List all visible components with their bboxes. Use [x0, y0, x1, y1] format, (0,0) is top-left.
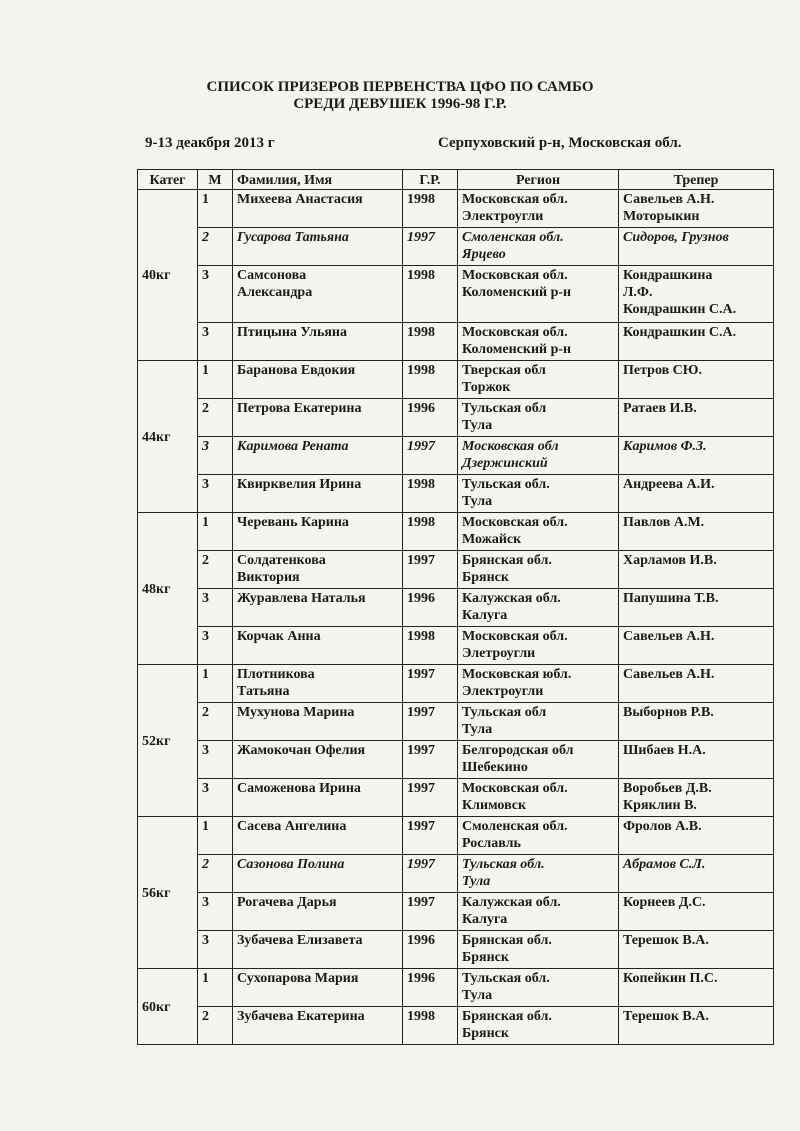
athlete-name: Зубачева Елизавета [233, 931, 403, 969]
table-row [138, 741, 774, 779]
birth-year: 1996 [403, 399, 458, 437]
document-title [0, 79, 800, 113]
table-row [138, 475, 774, 513]
athlete-name: Мухунова Марина [233, 703, 403, 741]
table-row [138, 190, 774, 228]
place-cell: 2 [198, 1007, 233, 1045]
birth-year: 1998 [403, 475, 458, 513]
table-row [138, 589, 774, 627]
athlete-name: Сухопарова Мария [233, 969, 403, 1007]
table-row [138, 266, 774, 323]
place-cell: 3 [198, 266, 233, 323]
coach-cell: Терешок В.А. [619, 931, 774, 969]
place-cell: 3 [198, 741, 233, 779]
athlete-name: Сасева Ангелина [233, 817, 403, 855]
table-row [138, 969, 774, 1007]
region-cell: Московская юбл. Электроугли [458, 665, 619, 703]
birth-year: 1998 [403, 361, 458, 399]
place-cell: 3 [198, 437, 233, 475]
region-cell: Брянская обл. Брянск [458, 1007, 619, 1045]
region-cell: Тульская обл Тула [458, 703, 619, 741]
birth-year: 1997 [403, 703, 458, 741]
place-cell: 3 [198, 931, 233, 969]
athlete-name: Квирквелия Ирина [233, 475, 403, 513]
region-cell: Белгородская обл Шебекино [458, 741, 619, 779]
table-row [138, 703, 774, 741]
birth-year: 1998 [403, 1007, 458, 1045]
table-row [138, 665, 774, 703]
coach-cell: Савельев А.Н. Моторыкин [619, 190, 774, 228]
athlete-name: Рогачева Дарья [233, 893, 403, 931]
table-row [138, 855, 774, 893]
athlete-name: Сазонова Полина [233, 855, 403, 893]
table-row [138, 1007, 774, 1045]
birth-year: 1996 [403, 931, 458, 969]
place-cell: 1 [198, 190, 233, 228]
region-cell: Калужская обл. Калуга [458, 893, 619, 931]
region-cell: Тверская обл Торжок [458, 361, 619, 399]
place-cell: 3 [198, 323, 233, 361]
column-header-coach: Трепер [619, 170, 774, 190]
birth-year: 1997 [403, 665, 458, 703]
region-cell: Брянская обл. Брянск [458, 931, 619, 969]
athlete-name: Черевань Карина [233, 513, 403, 551]
place-cell: 3 [198, 893, 233, 931]
athlete-name: Корчак Анна [233, 627, 403, 665]
column-header-category: Катег [138, 170, 198, 190]
results-body [138, 190, 774, 1045]
athlete-name: Зубачева Екатерина [233, 1007, 403, 1045]
title-line-2: СРЕДИ ДЕВУШЕК 1996-98 Г.Р. [293, 96, 507, 112]
birth-year: 1997 [403, 228, 458, 266]
weight-category: 60кг [138, 969, 198, 1045]
place-cell: 2 [198, 399, 233, 437]
athlete-name: Каримова Рената [233, 437, 403, 475]
region-cell: Смоленская обл. Рославль [458, 817, 619, 855]
table-row [138, 361, 774, 399]
region-cell: Московская обл. Можайск [458, 513, 619, 551]
region-cell: Московская обл. Коломенский р-н [458, 323, 619, 361]
place-cell: 3 [198, 475, 233, 513]
region-cell: Брянская обл. Брянск [458, 551, 619, 589]
place-cell: 1 [198, 665, 233, 703]
table-row [138, 399, 774, 437]
event-date: 9-13 деакбря 2013 г [145, 135, 275, 151]
title-line-1: СПИСОК ПРИЗЕРОВ ПЕРВЕНСТВА ЦФО ПО САМБО [206, 79, 594, 95]
coach-cell: Шибаев Н.А. [619, 741, 774, 779]
birth-year: 1997 [403, 855, 458, 893]
birth-year: 1998 [403, 266, 458, 323]
table-row [138, 817, 774, 855]
coach-cell: Копейкин П.С. [619, 969, 774, 1007]
table-row [138, 228, 774, 266]
weight-category: 56кг [138, 817, 198, 969]
birth-year: 1998 [403, 190, 458, 228]
column-header-place: М [198, 170, 233, 190]
table-row [138, 513, 774, 551]
coach-cell: Петров СЮ. [619, 361, 774, 399]
region-cell: Московская обл. Электроугли [458, 190, 619, 228]
table-row [138, 779, 774, 817]
region-cell: Тульская обл. Тула [458, 475, 619, 513]
coach-cell: Папушина Т.В. [619, 589, 774, 627]
table-row [138, 323, 774, 361]
birth-year: 1998 [403, 627, 458, 665]
athlete-name: Жамокочан Офелия [233, 741, 403, 779]
birth-year: 1996 [403, 969, 458, 1007]
region-cell: Московская обл. Климовск [458, 779, 619, 817]
place-cell: 3 [198, 627, 233, 665]
region-cell: Московская обл Дзержинский [458, 437, 619, 475]
athlete-name: Петрова Екатерина [233, 399, 403, 437]
coach-cell: Воробьев Д.В. Кряклин В. [619, 779, 774, 817]
coach-cell: Кондрашкина Л.Ф. Кондрашкин С.А. [619, 266, 774, 323]
birth-year: 1998 [403, 513, 458, 551]
birth-year: 1998 [403, 323, 458, 361]
place-cell: 3 [198, 779, 233, 817]
athlete-name: Птицына Ульяна [233, 323, 403, 361]
birth-year: 1997 [403, 817, 458, 855]
coach-cell: Павлов А.М. [619, 513, 774, 551]
place-cell: 2 [198, 551, 233, 589]
birth-year: 1996 [403, 589, 458, 627]
weight-category: 52кг [138, 665, 198, 817]
birth-year: 1997 [403, 893, 458, 931]
birth-year: 1997 [403, 551, 458, 589]
athlete-name: Гусарова Татьяна [233, 228, 403, 266]
event-place: Серпуховский р-н, Московская обл. [438, 135, 682, 151]
region-cell: Калужская обл. Калуга [458, 589, 619, 627]
birth-year: 1997 [403, 779, 458, 817]
column-header-year: Г.Р. [403, 170, 458, 190]
coach-cell: Каримов Ф.З. [619, 437, 774, 475]
table-row [138, 551, 774, 589]
coach-cell: Ратаев И.В. [619, 399, 774, 437]
weight-category: 40кг [138, 190, 198, 361]
place-cell: 1 [198, 361, 233, 399]
table-row [138, 931, 774, 969]
place-cell: 3 [198, 589, 233, 627]
birth-year: 1997 [403, 741, 458, 779]
column-header-region: Регион [458, 170, 619, 190]
coach-cell: Савельев А.Н. [619, 627, 774, 665]
weight-category: 44кг [138, 361, 198, 513]
place-cell: 2 [198, 703, 233, 741]
athlete-name: Саможенова Ирина [233, 779, 403, 817]
place-cell: 2 [198, 855, 233, 893]
place-cell: 1 [198, 817, 233, 855]
coach-cell: Харламов И.В. [619, 551, 774, 589]
coach-cell: Абрамов С.Л. [619, 855, 774, 893]
coach-cell: Савельев А.Н. [619, 665, 774, 703]
region-cell: Тульская обл. Тула [458, 969, 619, 1007]
column-header-name: Фамилия, Имя [233, 170, 403, 190]
place-cell: 1 [198, 969, 233, 1007]
athlete-name: Михеева Анастасия [233, 190, 403, 228]
coach-cell: Андреева А.И. [619, 475, 774, 513]
coach-cell: Сидоров, Грузнов [619, 228, 774, 266]
place-cell: 2 [198, 228, 233, 266]
athlete-name: Солдатенкова Виктория [233, 551, 403, 589]
table-row [138, 437, 774, 475]
region-cell: Смоленская обл. Ярцево [458, 228, 619, 266]
birth-year: 1997 [403, 437, 458, 475]
coach-cell: Фролов А.В. [619, 817, 774, 855]
coach-cell: Терешок В.А. [619, 1007, 774, 1045]
table-header-row [138, 170, 774, 190]
table-row [138, 627, 774, 665]
athlete-name: Журавлева Наталья [233, 589, 403, 627]
coach-cell: Кондрашкин С.А. [619, 323, 774, 361]
region-cell: Тульская обл. Тула [458, 855, 619, 893]
region-cell: Московская обл. Коломенский р-н [458, 266, 619, 323]
coach-cell: Выборнов Р.В. [619, 703, 774, 741]
table-row [138, 893, 774, 931]
region-cell: Тульская обл Тула [458, 399, 619, 437]
region-cell: Московская обл. Элетроугли [458, 627, 619, 665]
place-cell: 1 [198, 513, 233, 551]
athlete-name: Самсонова Александра [233, 266, 403, 323]
coach-cell: Корнеев Д.С. [619, 893, 774, 931]
results-table [137, 169, 774, 1045]
athlete-name: Плотникова Татьяна [233, 665, 403, 703]
weight-category: 48кг [138, 513, 198, 665]
athlete-name: Баранова Евдокия [233, 361, 403, 399]
